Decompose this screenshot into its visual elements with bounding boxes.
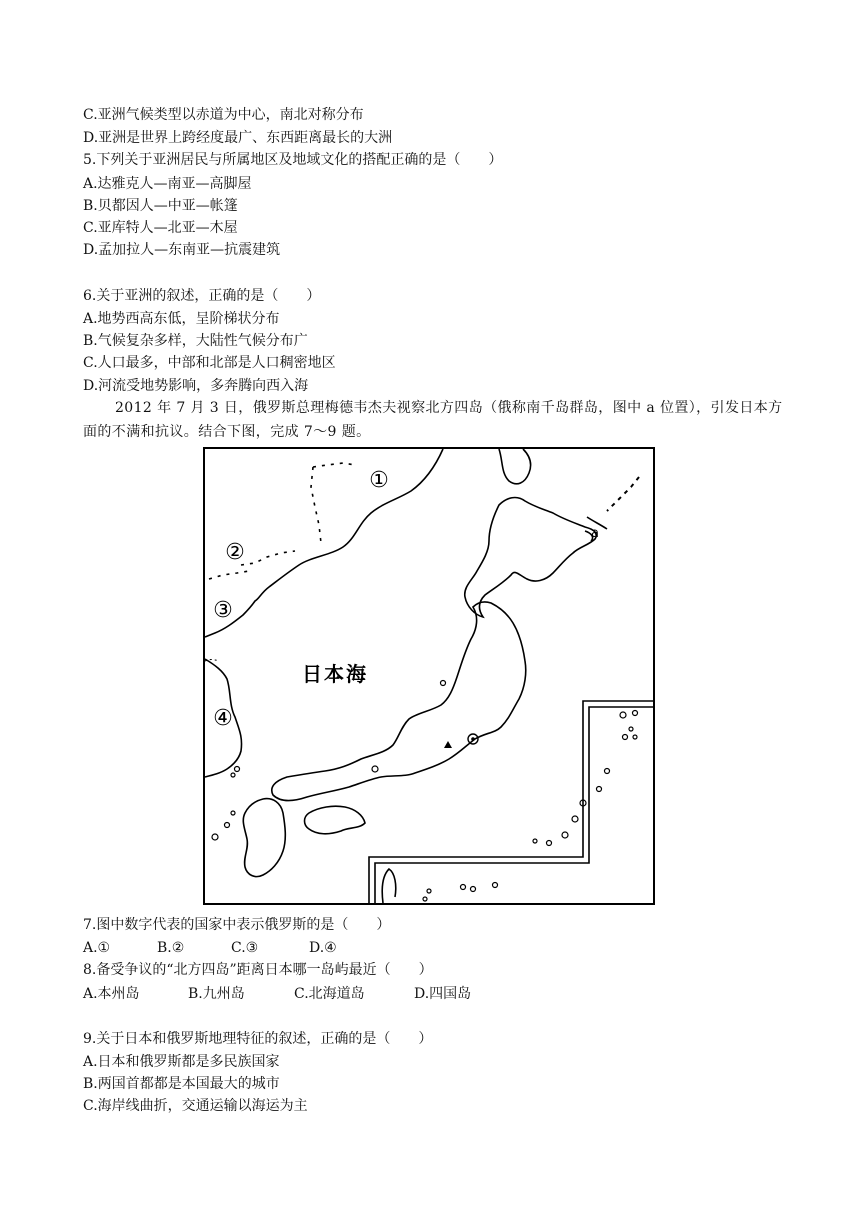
q8-option-a: A.本州岛 (83, 986, 140, 1002)
q5-option-b: B.贝都因人—中亚—帐篷 (83, 198, 238, 214)
q7-option-c: C.③ (231, 940, 259, 956)
q6-option-c: C.人口最多，中部和北部是人口稠密地区 (83, 355, 336, 371)
marker-1: ① (369, 468, 389, 493)
q7-option-a: A.① (83, 940, 111, 956)
marker-2: ② (225, 540, 245, 565)
q6-option-b: B.气候复杂多样，大陆性气候分布广 (83, 333, 308, 349)
q5-stem: 5.下列关于亚洲居民与所属地区及地域文化的搭配正确的是（ ） (83, 152, 503, 168)
q8-option-d: D.四国岛 (414, 986, 472, 1002)
q4-option-c: C.亚洲气候类型以赤道为中心，南北对称分布 (83, 107, 364, 123)
q7-options (83, 939, 337, 957)
q9-option-a: A.日本和俄罗斯都是多民族国家 (83, 1054, 280, 1070)
japan-sea-map (203, 447, 655, 905)
q7-stem: 7.图中数字代表的国家中表示俄罗斯的是（ ） (83, 917, 391, 933)
q8-option-c: C.北海道岛 (294, 986, 365, 1002)
q9-stem: 9.关于日本和俄罗斯地理特征的叙述，正确的是（ ） (83, 1031, 433, 1047)
q8-options (83, 985, 471, 1003)
q5-option-a: A.达雅克人—南亚—高脚屋 (83, 176, 252, 192)
q7-option-d: D.④ (309, 940, 337, 956)
q8-option-b: B.九州岛 (188, 986, 245, 1002)
sea-of-japan-label: 日本海 (302, 662, 368, 686)
q6-stem: 6.关于亚洲的叙述，正确的是（ ） (83, 288, 321, 304)
q5-option-d: D.孟加拉人—东南亚—抗震建筑 (83, 242, 281, 258)
marker-4: ④ (213, 706, 233, 731)
marker-3: ③ (213, 598, 233, 623)
q7-option-b: B.② (157, 940, 185, 956)
intro-paragraph: 2012 年 7 月 3 日，俄罗斯总理梅德韦杰夫视察北方四岛（俄称南千岛群岛，图中 a 位置），引发日本方面的不满和抗议。结合下图，完成 7～9 题。 (83, 400, 783, 440)
q9-option-b: B.两国首都都是本国最大的城市 (83, 1076, 280, 1092)
q9-option-c: C.海岸线曲折，交通运输以海运为主 (83, 1098, 308, 1114)
q6-option-a: A.地势西高东低，呈阶梯状分布 (83, 311, 280, 327)
q4-option-d: D.亚洲是世界上跨经度最广、东西距离最长的大洲 (83, 130, 393, 146)
q8-stem: 8.备受争议的“北方四岛”距离日本哪一岛屿最近（ ） (83, 962, 433, 978)
q5-option-c: C.亚库特人—北亚—木屋 (83, 220, 238, 236)
map-frame (204, 448, 654, 904)
q6-option-d: D.河流受地势影响，多奔腾向西入海 (83, 378, 309, 394)
point-a-label: a (591, 526, 599, 541)
